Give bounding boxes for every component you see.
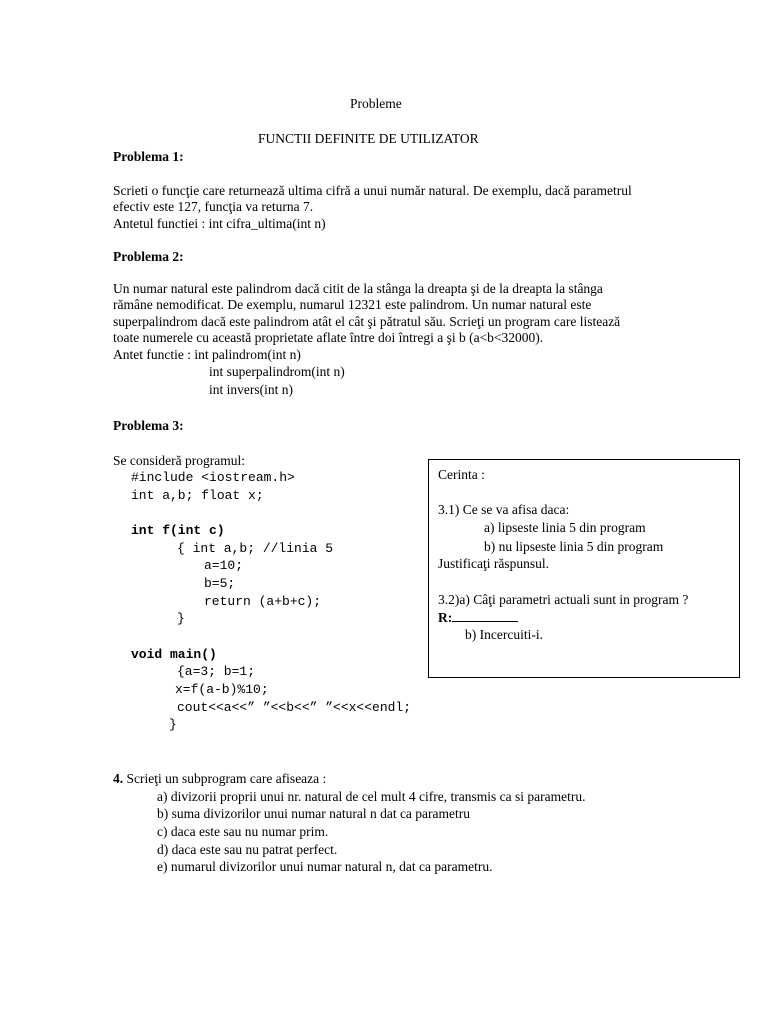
problem2-line: rămâne nemodificat. De exemplu, numarul 12321 este palindrom. Un numar natural este (113, 297, 592, 312)
code-line: int f(int c) (131, 523, 225, 538)
problem1-line: efectiv este 127, funcţia va returna 7. (113, 199, 314, 214)
code-line: { int a,b; //linia 5 (177, 541, 334, 556)
code-line: {a=3; b=1; (177, 664, 256, 679)
problem1-heading: Problema 1: (113, 149, 184, 164)
code-line: #include <iostream.h> (131, 470, 295, 485)
problem4-number: 4. (113, 771, 124, 786)
code-line: a=10; (204, 558, 244, 573)
problem3-intro: Se consideră programul: (113, 453, 245, 468)
question-3-2: 3.2)a) Câţi parametri actuali sunt in program ? (438, 592, 689, 607)
problem2-line: Un numar natural este palindrom dacă citit de la stânga la dreapta şi de la dreapta la stânga (113, 281, 603, 296)
box-title: Cerinta : (438, 467, 485, 482)
function-header: int invers(int n) (209, 382, 293, 397)
list-item: b) suma divizorilor unui numar natural n dat ca parametru (157, 806, 471, 821)
code-line: int a,b; float x; (131, 488, 264, 503)
problem2-line: Antet functie : int palindrom(int n) (113, 347, 301, 362)
question-3-2-b: b) Incercuiti-i. (465, 627, 543, 642)
answer-label: R: (438, 610, 453, 625)
code-line: } (177, 611, 185, 626)
answer-blank (452, 608, 518, 622)
section-title: FUNCTII DEFINITE DE UTILIZATOR (258, 131, 479, 146)
code-line: x=f(a-b)%10; (175, 682, 269, 697)
list-item: e) numarul divizorilor unui numar natural n, dat ca parametru. (157, 859, 493, 874)
code-line: void main() (131, 647, 217, 662)
problem2-line: superpalindrom dacă este palindrom atât el cât şi pătratul său. Scrieţi un program care listează (113, 314, 621, 329)
question-3-1: 3.1) Ce se va afisa daca: (438, 502, 570, 517)
justify-text: Justificaţi răspunsul. (438, 556, 549, 571)
problem3-heading: Problema 3: (113, 418, 184, 433)
problem1-line: Antetul functiei : int cifra_ultima(int n) (113, 216, 326, 231)
list-item: c) daca este sau nu numar prim. (157, 824, 329, 839)
answer-line (438, 608, 518, 627)
page-title: Probleme (350, 96, 402, 111)
list-item: a) divizorii proprii unui nr. natural de cel mult 4 cifre, transmis ca si parametru. (157, 789, 586, 804)
code-line: b=5; (204, 576, 236, 591)
option-b: b) nu lipseste linia 5 din program (484, 539, 664, 554)
problem1-line: Scrieti o funcţie care returnează ultima cifră a unui număr natural. De exemplu, dacă parametrul (113, 183, 632, 198)
option-a: a) lipseste linia 5 din program (484, 520, 646, 535)
problem2-line: toate numerele cu această proprietate aflate între doi întregi a şi b (a<b<32000). (113, 330, 544, 345)
function-header: int superpalindrom(int n) (209, 364, 345, 379)
problem4-intro (113, 770, 326, 788)
problem4-intro-text: Scrieţi un subprogram care afiseaza : (123, 771, 327, 786)
code-line: return (a+b+c); (204, 594, 322, 609)
code-line: cout<<a<<” ”<<b<<” ”<<x<<endl; (177, 700, 412, 715)
problem2-heading: Problema 2: (113, 249, 184, 264)
list-item: d) daca este sau nu patrat perfect. (157, 842, 338, 857)
requirements-box (428, 459, 740, 678)
code-line: } (169, 717, 177, 732)
